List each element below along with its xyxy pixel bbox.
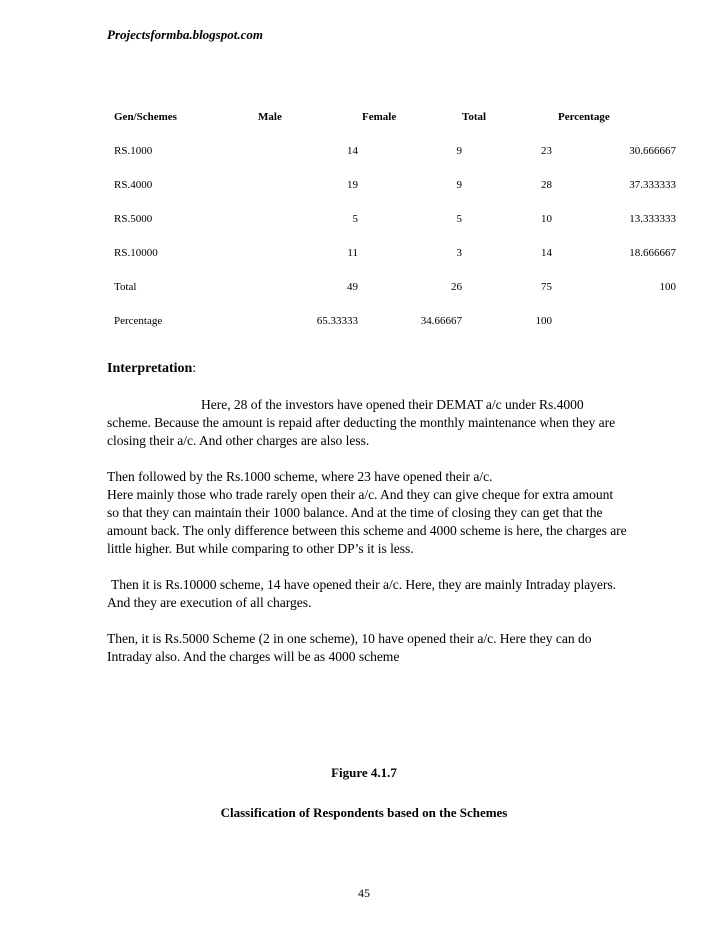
- interpretation-body: [107, 396, 627, 684]
- table-cell: 13.333333: [629, 213, 676, 225]
- column-header: Percentage: [558, 111, 610, 123]
- interpretation-title: Interpretation: [107, 361, 193, 376]
- table-cell: 3: [456, 247, 462, 259]
- table-cell: 19: [347, 179, 358, 191]
- figure-caption: Classification of Respondents based on the Schemes: [220, 805, 508, 820]
- table-cell: 100: [659, 281, 676, 293]
- paragraph: Here mainly those who trade rarely open their a/c. And they can give cheque for extra amount so that they can maintain their 1000 balance. And at the time of closing they can get that the amount back. The only difference between this scheme and 4000 scheme is here, the charges are little higher. But while comparing to other DP’s it is less.: [107, 487, 627, 556]
- table-cell: 5: [352, 213, 358, 225]
- table-row: [107, 134, 676, 168]
- column-header: Gen/Schemes: [114, 111, 177, 123]
- schemes-table: [107, 100, 676, 338]
- table-cell: 9: [456, 179, 462, 191]
- row-label: Percentage: [114, 315, 163, 327]
- column-header: Male: [258, 111, 282, 123]
- table-row: [107, 202, 676, 236]
- table-cell: 5: [456, 213, 462, 225]
- row-label: Total: [114, 281, 137, 293]
- table-header-row: [107, 100, 676, 134]
- table-cell: 23: [541, 145, 552, 157]
- row-label: RS.1000: [114, 145, 153, 157]
- table-cell: 30.666667: [629, 145, 676, 157]
- paragraph: Here, 28 of the investors have opened their DEMAT a/c under Rs.4000 scheme. Because the amount is repaid after deducting the monthly maintenance when they are closing their a/c. And other charges are also less.: [107, 397, 616, 448]
- column-header: Female: [362, 111, 397, 123]
- paragraph: Then it is Rs.10000 scheme, 14 have opened their a/c. Here, they are mainly Intraday players. And they are execution of all charges.: [107, 577, 616, 610]
- table-cell: 26: [451, 281, 462, 293]
- table-cell: 49: [347, 281, 358, 293]
- interpretation-colon: :: [192, 361, 197, 376]
- row-label: RS.10000: [114, 247, 158, 259]
- table-cell: 10: [541, 213, 552, 225]
- table-cell: 34.66667: [420, 315, 462, 327]
- page-number: 45: [358, 886, 370, 900]
- table-row: [107, 304, 676, 338]
- table-cell: 100: [535, 315, 552, 327]
- row-label: RS.5000: [114, 213, 153, 225]
- table-row: [107, 168, 676, 202]
- table-cell: 37.333333: [629, 179, 676, 191]
- table-cell: 65.33333: [316, 315, 358, 327]
- row-label: RS.4000: [114, 179, 153, 191]
- paragraph: Then, it is Rs.5000 Scheme (2 in one scheme), 10 have opened their a/c. Here they can do Intraday also. And the charges will be as 4000 scheme: [107, 631, 592, 664]
- table-cell: 11: [347, 247, 358, 259]
- table-cell: 75: [541, 281, 552, 293]
- figure-label: Figure 4.1.7: [331, 765, 397, 780]
- table-row: [107, 236, 676, 270]
- table-cell: 14: [541, 247, 552, 259]
- table-row: [107, 270, 676, 304]
- table-cell: [552, 304, 676, 338]
- column-header: Total: [462, 111, 487, 123]
- table-cell: 9: [456, 145, 462, 157]
- interpretation-heading: [107, 361, 196, 377]
- table-cell: 18.666667: [629, 247, 676, 259]
- table-cell: 14: [347, 145, 358, 157]
- table-cell: 28: [541, 179, 552, 191]
- paragraph: Then followed by the Rs.1000 scheme, where 23 have opened their a/c.: [107, 469, 493, 484]
- site-header: Projectsformba.blogspot.com: [107, 27, 263, 42]
